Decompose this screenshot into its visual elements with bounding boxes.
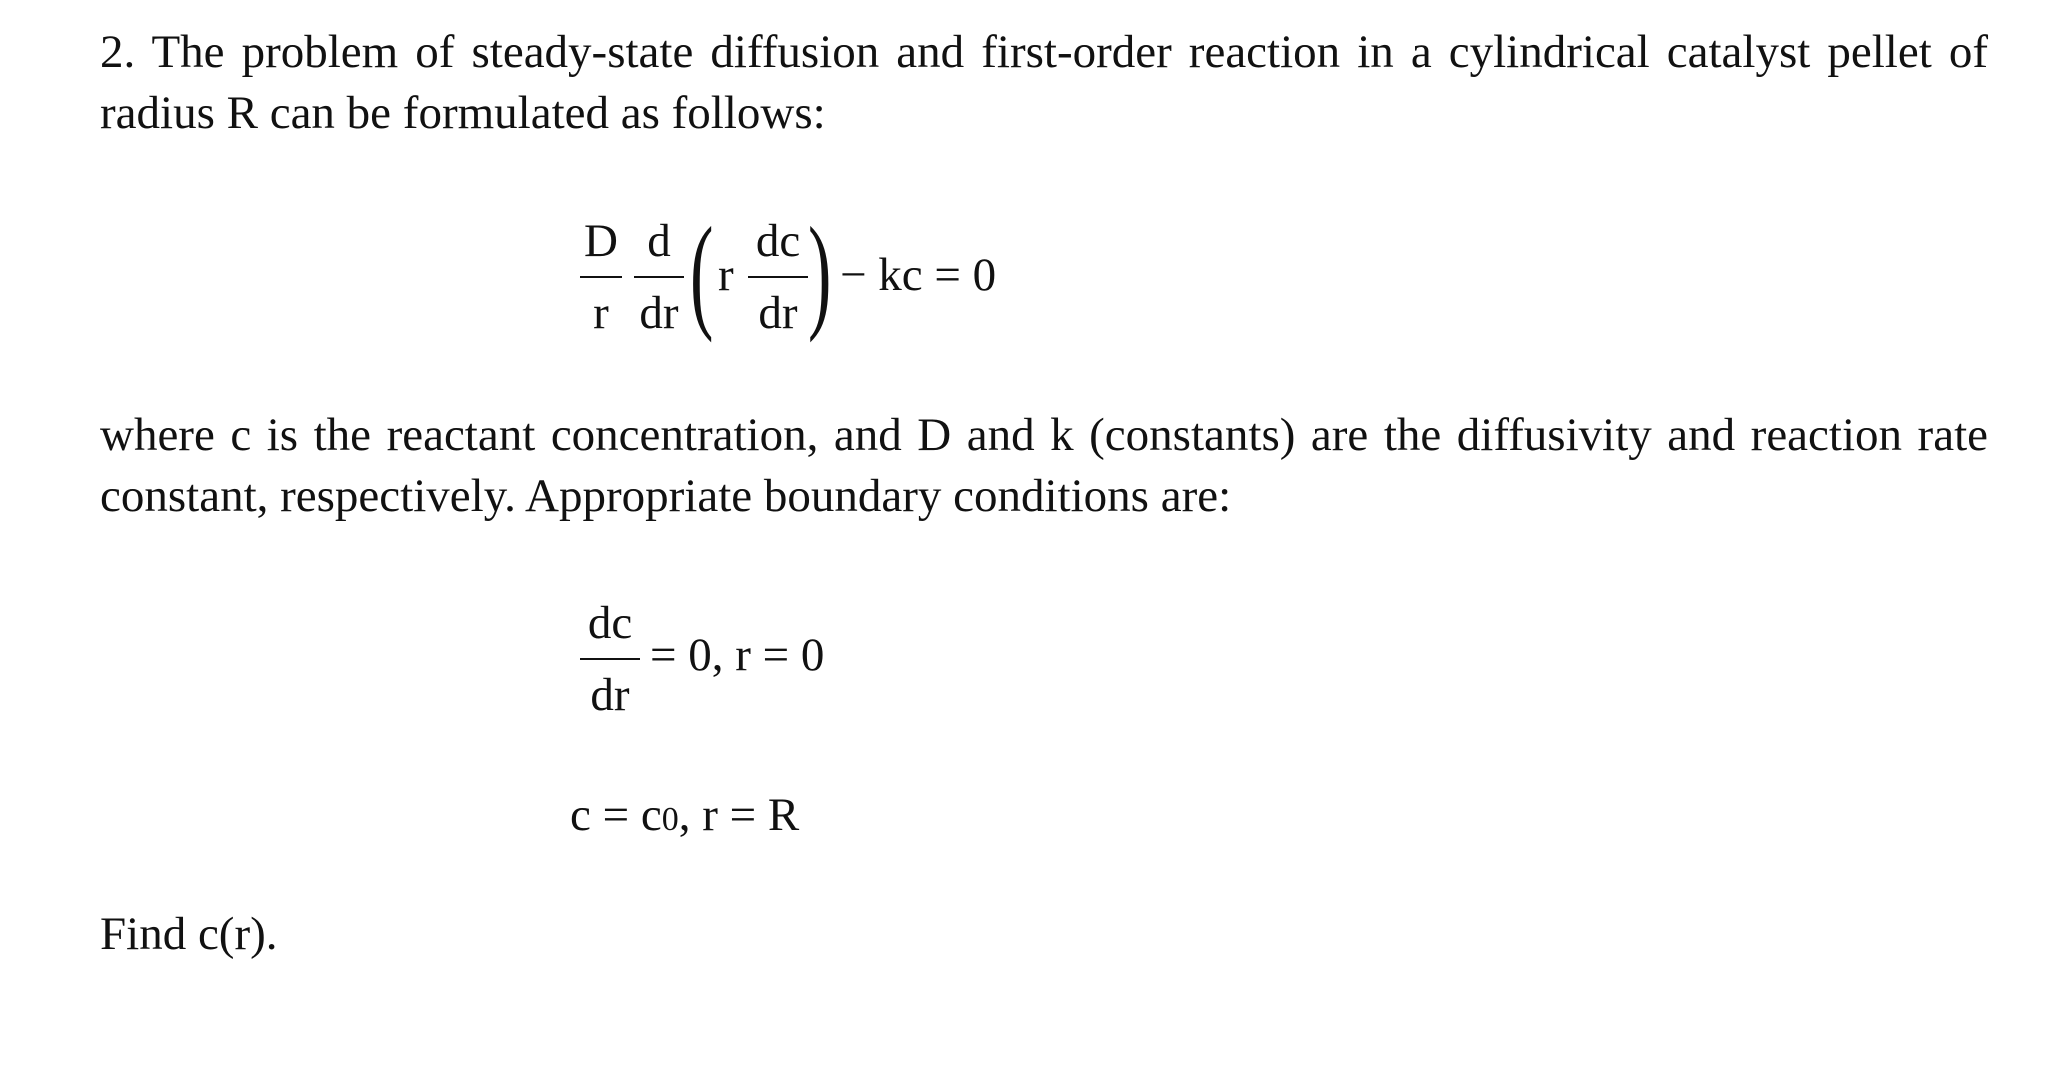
variable-r: r: [718, 249, 734, 301]
boundary-condition-2: [570, 789, 800, 841]
right-parenthesis: ): [808, 201, 832, 343]
numerator: D: [584, 215, 618, 267]
fraction-dc-over-dr: [748, 215, 808, 339]
denominator: dr: [590, 669, 630, 721]
subscript-zero: 0: [661, 801, 679, 838]
numerator: dc: [587, 597, 633, 649]
denominator: dr: [758, 287, 798, 339]
denominator: r: [593, 287, 609, 339]
fraction-d-over-r: [580, 215, 622, 339]
fraction-dc-over-dr: [580, 597, 640, 721]
denominator: dr: [639, 287, 679, 339]
fraction-bar: [580, 276, 622, 278]
equation-rhs: − kc = 0: [840, 249, 997, 301]
numerator: dc: [755, 215, 801, 267]
fraction-d-over-dr: [634, 215, 684, 339]
fraction-bar: [748, 276, 808, 278]
problem-statement: 2. The problem of steady-state diffusion and first-order reaction in a cylindrical catalyst pellet of radius R can be formulated as follows:: [100, 26, 1988, 139]
variable-definitions: where c is the reactant concentration, and D and k (constants) are the diffusivity and reaction rate constant, respectively. Appropriate boundary conditions are:: [100, 409, 1988, 522]
bc2-lhs: c = c: [570, 789, 662, 841]
numerator: d: [647, 215, 671, 267]
bc1-rhs: = 0, r = 0: [650, 629, 825, 681]
fraction-bar: [580, 658, 640, 660]
task-prompt: Find c(r).: [100, 908, 278, 960]
fraction-bar: [634, 276, 684, 278]
bc2-rhs: , r = R: [678, 789, 800, 841]
left-parenthesis: (: [690, 201, 714, 343]
